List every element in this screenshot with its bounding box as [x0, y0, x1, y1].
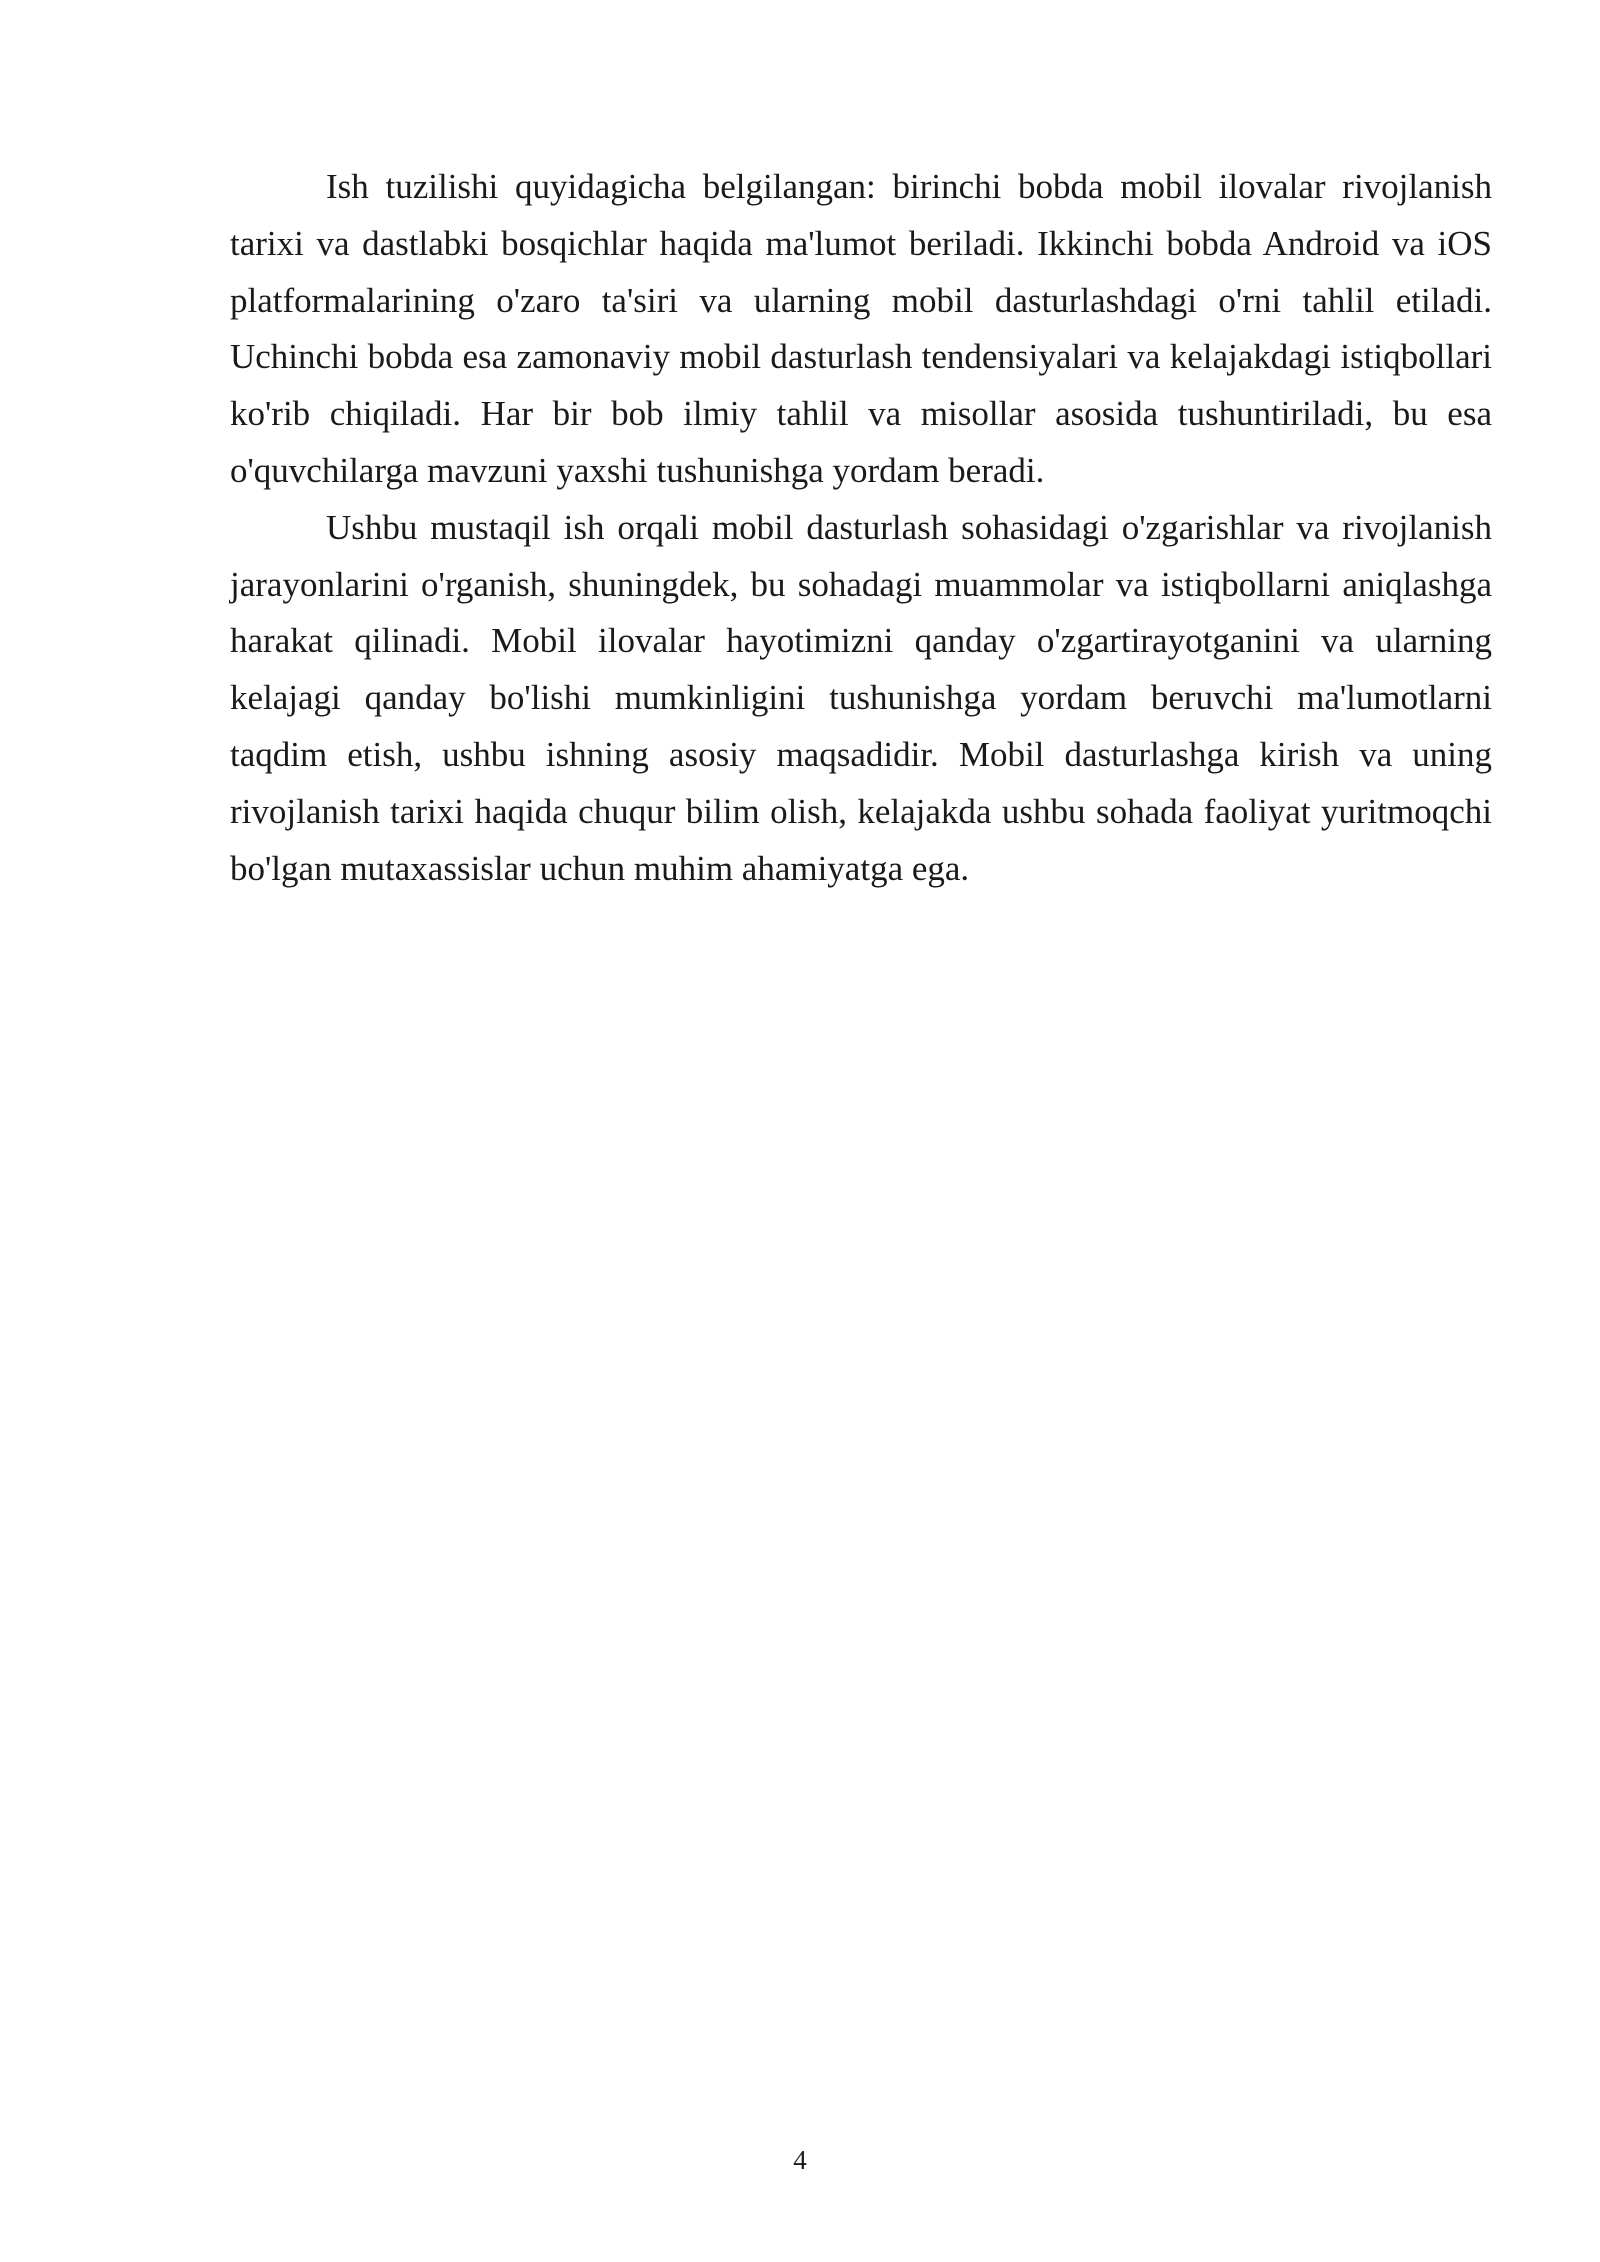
- page-number: 4: [793, 2145, 807, 2175]
- body-text: [230, 159, 1492, 897]
- paragraph: Ish tuzilishi quyidagicha belgilangan: birinchi bobda mobil ilovalar rivojlanish tarixi va dastlabki bosqichlar haqida ma'lumot beriladi. Ikkinchi bobda Android va iOS platformalarining o'zaro ta'siri va ularning mobil dasturlashdagi o'rni tahlil etiladi. Uchinchi bobda esa zamonaviy mobil dasturlash tendensiyalari va kelajakdagi istiqbollari ko'rib chiqiladi. Har bir bob ilmiy tahlil va misollar asosida tushuntiriladi, bu esa o'quvchilarga mavzuni yaxshi tushunishga yordam beradi.: [230, 167, 1492, 490]
- paragraph: Ushbu mustaqil ish orqali mobil dasturlash sohasidagi o'zgarishlar va rivojlanish jarayonlarini o'rganish, shuningdek, bu sohadagi muammolar va istiqbollarni aniqlashga harakat qilinadi. Mobil ilovalar hayotimizni qanday o'zgartirayotganini va ularning kelajagi qanday bo'lishi mumkinligini tushunishga yordam beruvchi ma'lumotlarni taqdim etish, ushbu ishning asosiy maqsadidir. Mobil dasturlashga kirish va uning rivojlanish tarixi haqida chuqur bilim olish, kelajakda ushbu sohada faoliyat yuritmoqchi bo'lgan mutaxassislar uchun muhim ahamiyatga ega.: [230, 507, 1492, 888]
